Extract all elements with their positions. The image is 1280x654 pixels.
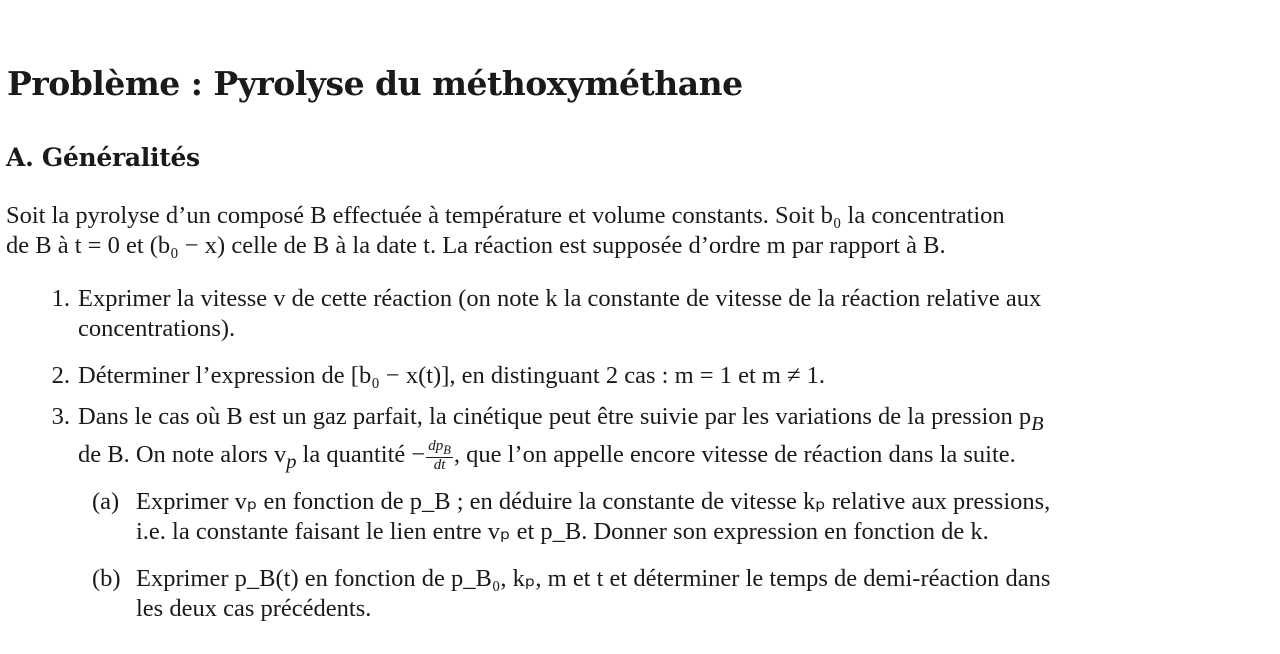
rate-subscript: p bbox=[286, 450, 297, 473]
pressure-subscript: B bbox=[1031, 412, 1044, 435]
subquestion-body bbox=[136, 487, 1050, 547]
question-body bbox=[78, 284, 1041, 344]
question-line: concentrations). bbox=[78, 315, 236, 342]
question-text: la quantité − bbox=[296, 440, 426, 468]
question-line bbox=[78, 439, 1044, 477]
subquestion-line: les deux cas précédents. bbox=[136, 595, 372, 622]
question-number: 3. bbox=[51, 403, 70, 430]
fraction-numerator: $dp_B$ bbox=[428, 437, 451, 457]
subquestion-label: (a) bbox=[92, 488, 120, 515]
intro-line-1: Soit la pyrolyse d’un composé B effectuée à température et volume constants. Soit b₀ la concentration bbox=[6, 202, 1005, 229]
question-number: 2. bbox=[51, 362, 70, 389]
intro-line-2: de B à t = 0 et (b₀ − x) celle de B à la date t. La réaction est supposée d’ordre m par rapport à B. bbox=[6, 232, 946, 259]
derivative-fraction bbox=[426, 439, 453, 472]
subquestion-body bbox=[136, 564, 1050, 624]
subquestion-label: (b) bbox=[92, 565, 121, 592]
subquestion-line: Exprimer p_B(t) en fonction de p_B₀, kₚ, m et t et déterminer le temps de demi-réaction dans bbox=[136, 565, 1051, 592]
question-body bbox=[78, 402, 1044, 477]
question-body bbox=[78, 361, 825, 391]
section-heading: A. Généralités bbox=[6, 143, 200, 172]
question-line: Exprimer la vitesse v de cette réaction (on note k la constante de vitesse de la réaction relative aux bbox=[78, 285, 1042, 312]
question-line bbox=[78, 402, 1044, 439]
question-text: , que l’on appelle encore vitesse de réaction dans la suite. bbox=[453, 440, 1016, 468]
question-number: 1. bbox=[51, 285, 70, 312]
fraction-denominator: dt bbox=[433, 456, 446, 473]
question-line: Déterminer l’expression de [b₀ − x(t)], en distinguant 2 cas : m = 1 et m ≠ 1. bbox=[78, 362, 826, 389]
question-text: de B. On note alors v bbox=[78, 440, 287, 468]
problem-title: Problème : Pyrolyse du méthoxyméthane bbox=[7, 64, 743, 103]
question-text: Dans le cas où B est un gaz parfait, la cinétique peut être suivie par les variations de la pression p bbox=[78, 403, 1032, 430]
subquestion-line: Exprimer vₚ en fonction de p_B ; en déduire la constante de vitesse kₚ relative aux pressions, bbox=[136, 488, 1051, 515]
subquestion-line: i.e. la constante faisant le lien entre vₚ et p_B. Donner son expression en fonction de k. bbox=[136, 518, 989, 545]
intro-paragraph bbox=[6, 201, 1276, 261]
